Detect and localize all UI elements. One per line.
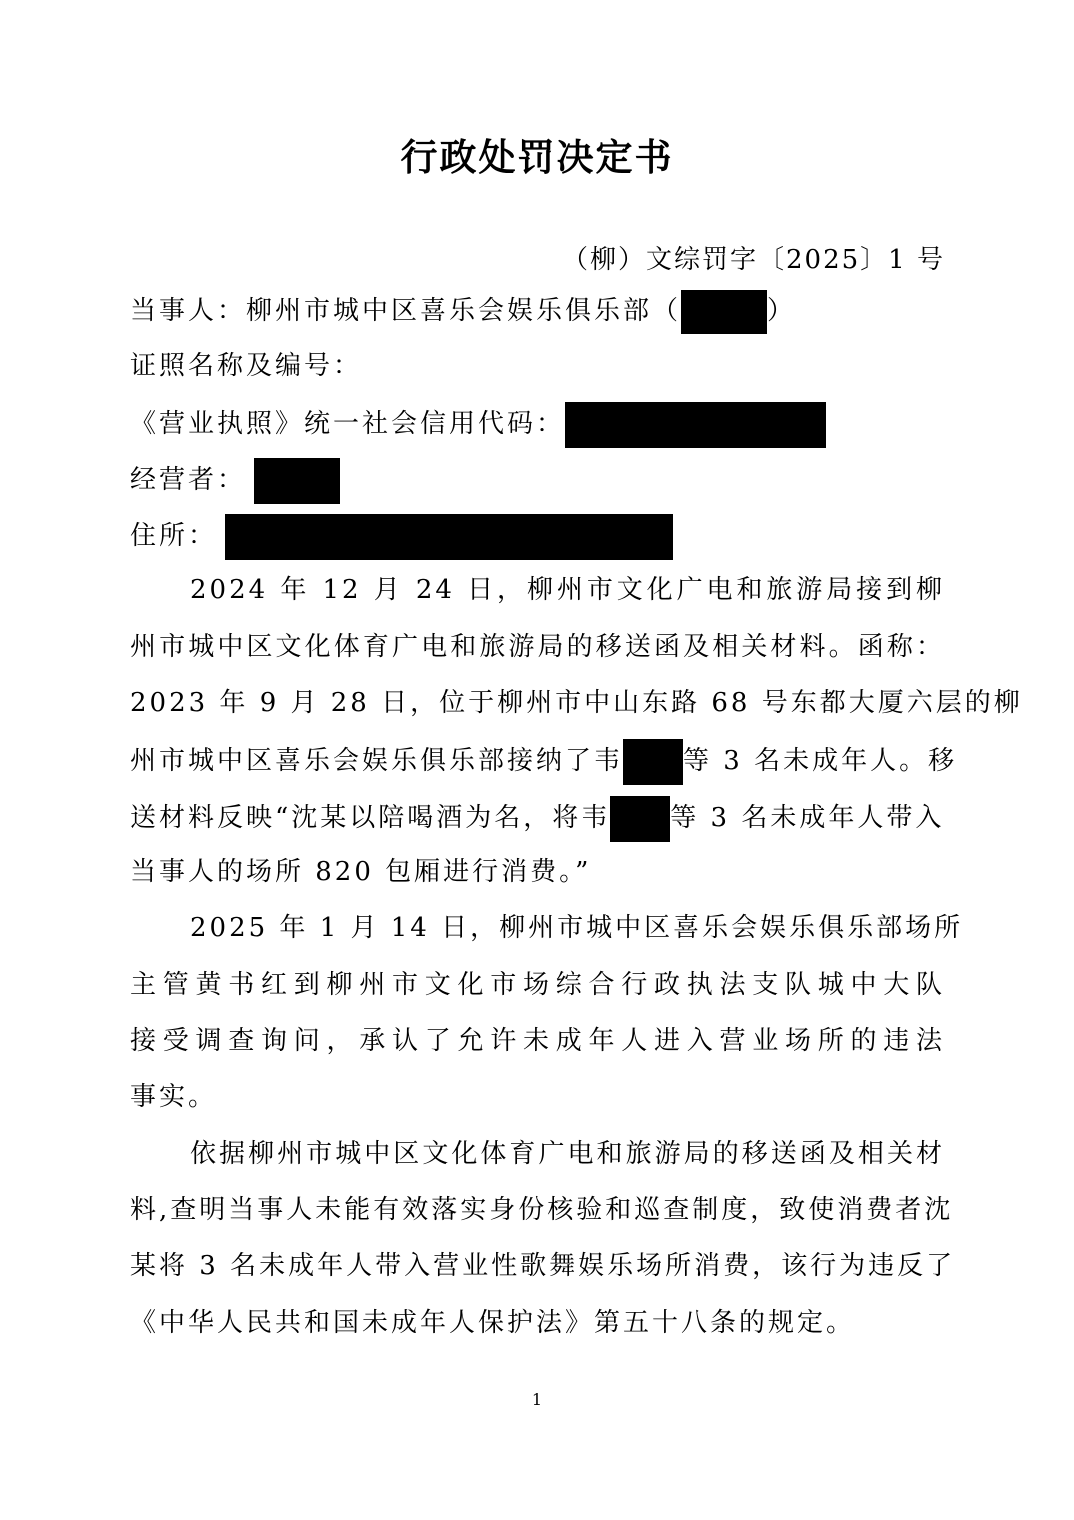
paragraph-3-line-4: 《中华人民共和国未成年人保护法》第五十八条的规定。 (130, 1308, 856, 1338)
paragraph-3-line-2: 料,查明当事人未能有效落实身份核验和巡查制度，致使消费者沈 (130, 1195, 954, 1225)
license-line (130, 402, 945, 448)
paragraph-2-line-1: 2025 年 1 月 14 日，柳州市城中区喜乐会娱乐俱乐部场所 (190, 913, 964, 943)
paragraph-3-line-1: 依据柳州市城中区文化体育广电和旅游局的移送函及相关材 (190, 1139, 945, 1169)
redaction-block (610, 796, 670, 842)
paragraph-1-line-3: 2023 年 9 月 28 日，位于柳州市中山东路 68 号东都大厦六层的柳 (130, 688, 1023, 718)
address-line (130, 514, 945, 560)
paragraph-1-line-5-end: 等 3 名未成年人带入 (670, 803, 945, 833)
paragraph-2-line-4: 事实。 (130, 1082, 218, 1112)
paragraph-1-line-5-start: 送材料反映“沈某以陪喝酒为名，将韦 (130, 803, 611, 833)
paragraph-1-line-2: 州市城中区文化体育广电和旅游局的移送函及相关材料。函称： (130, 632, 945, 662)
party-label: 当事人：柳州市城中区喜乐会娱乐俱乐部（ (130, 296, 682, 326)
paragraph-1-line-1: 2024 年 12 月 24 日，柳州市文化广电和旅游局接到柳 (190, 575, 945, 605)
party-line (130, 290, 945, 334)
document-number: （柳）文综罚字〔2025〕1 号 (562, 245, 945, 275)
redaction-block (254, 458, 340, 504)
cert-label: 证照名称及编号： (130, 351, 363, 381)
paragraph-1-line-4 (130, 739, 958, 785)
page-number: 1 (531, 1390, 543, 1409)
paragraph-1-line-6: 当事人的场所 820 包厢进行消费。” (130, 857, 592, 887)
operator-label: 经营者： (130, 465, 247, 495)
redaction-block (623, 739, 683, 785)
redaction-block (565, 402, 826, 448)
document-title: 行政处罚决定书 (400, 135, 674, 179)
redaction-block (681, 290, 767, 334)
paragraph-2-line-3: 接受调查询问，承认了允许未成年人进入营业场所的违法 (130, 1026, 945, 1056)
paragraph-1-line-4-start: 州市城中区喜乐会娱乐俱乐部接纳了韦 (130, 746, 624, 776)
paragraph-3-line-3: 某将 3 名未成年人带入营业性歌舞娱乐场所消费，该行为违反了 (130, 1251, 956, 1281)
operator-line (130, 458, 945, 504)
paragraph-1-line-4-end: 等 3 名未成年人。移 (683, 746, 958, 776)
license-label: 《营业执照》统一社会信用代码： (130, 409, 566, 439)
paragraph-1-line-5 (130, 796, 945, 842)
paragraph-2-line-2: 主管黄书红到柳州市文化市场综合行政执法支队城中大队 (130, 970, 945, 1000)
address-label: 住所： (130, 521, 218, 551)
party-close: ） (767, 296, 797, 326)
redaction-block (225, 514, 673, 560)
